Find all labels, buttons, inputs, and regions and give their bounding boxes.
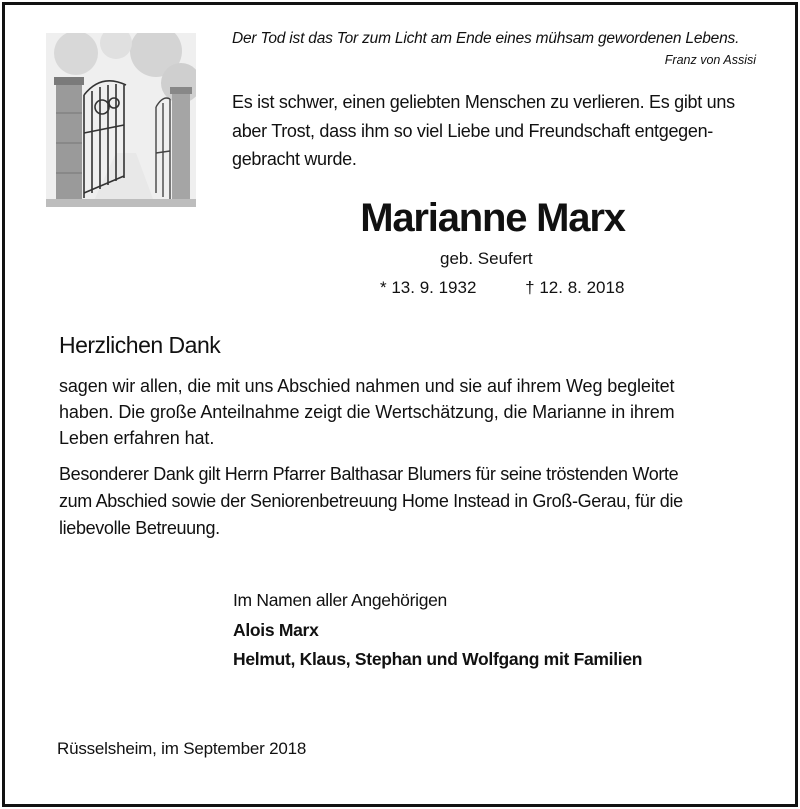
signature-family: Helmut, Klaus, Stephan und Wolfgang mit Familien	[233, 649, 643, 669]
quote-author: Franz von Assisi	[664, 53, 756, 67]
paragraph-line: zum Abschied sowie der Seniorenbetreuung Home Instead in Groß-Gerau, für die	[59, 491, 683, 511]
quote-text: Der Tod ist das Tor zum Licht am Ende eines mühsam gewordenen Lebens.	[232, 30, 740, 47]
signature-name: Alois Marx	[233, 619, 319, 640]
maiden-name: geb. Seufert	[440, 249, 533, 268]
intro-text	[232, 88, 772, 174]
place-and-date: Rüsselsheim, im September 2018	[57, 739, 307, 758]
paragraph-line: sagen wir allen, die mit uns Abschied nahmen und sie auf ihrem Weg begleitet	[59, 376, 675, 396]
intro-line: gebracht wurde.	[232, 149, 357, 169]
paragraph-line: Besonderer Dank gilt Herrn Pfarrer Balthasar Blumers für seine tröstenden Worte	[59, 464, 679, 484]
thanks-heading: Herzlichen Dank	[59, 332, 221, 358]
thanks-paragraph-1	[59, 373, 759, 451]
paragraph-line: haben. Die große Anteilnahme zeigt die Wertschätzung, die Marianne in ihrem	[59, 402, 675, 422]
signature-block	[233, 586, 753, 675]
life-dates	[380, 278, 624, 298]
intro-line: Es ist schwer, einen geliebten Menschen zu verlieren. Es gibt uns	[232, 92, 735, 112]
deceased-name: Marianne Marx	[360, 196, 625, 240]
signature-intro: Im Namen aller Angehörigen	[233, 590, 447, 610]
death-date: † 12. 8. 2018	[525, 278, 625, 297]
birth-date: * 13. 9. 1932	[380, 278, 477, 297]
garden-gate-picture	[46, 33, 196, 207]
thanks-paragraph-2	[59, 461, 769, 542]
intro-line: aber Trost, dass ihm so viel Liebe und Freundschaft entgegen-	[232, 120, 713, 141]
paragraph-line: liebevolle Betreuung.	[59, 518, 220, 538]
paragraph-line: Leben erfahren hat.	[59, 428, 215, 448]
garden-gate-icon	[46, 33, 196, 207]
